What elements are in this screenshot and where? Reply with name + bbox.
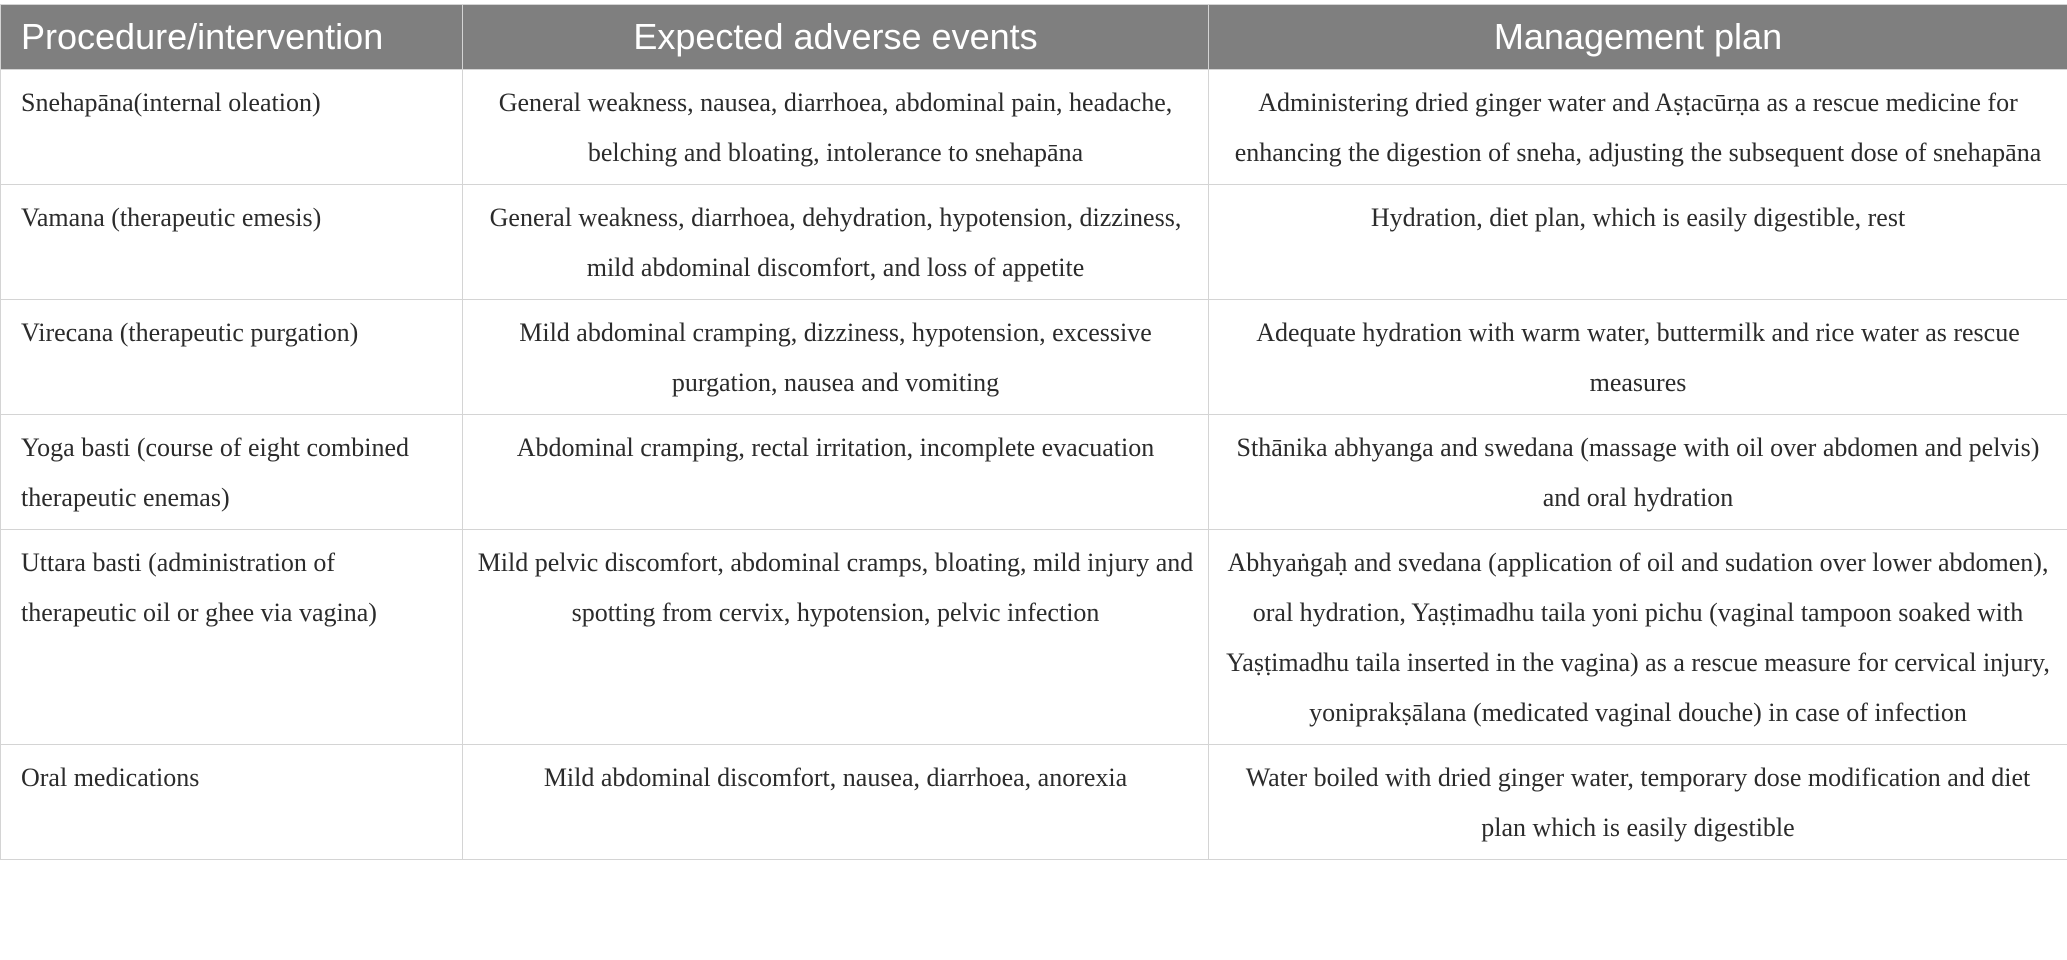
header-row [1, 5, 2067, 70]
cell-adverse-events: General weakness, diarrhoea, dehydration, hypotension, dizziness, mild abdominal discomfort, and loss of appetite [463, 185, 1209, 300]
table-row [1, 745, 2067, 860]
cell-procedure: Vamana (therapeutic emesis) [1, 185, 463, 300]
cell-management-plan: Administering dried ginger water and Aṣṭacūrṇa as a rescue medicine for enhancing the digestion of sneha, adjusting the subsequent dose of snehapāna [1209, 70, 2067, 185]
cell-adverse-events: Abdominal cramping, rectal irritation, incomplete evacuation [463, 415, 1209, 530]
adverse-events-table [0, 4, 2067, 860]
table-row [1, 70, 2067, 185]
header-adverse-events: Expected adverse events [463, 5, 1209, 70]
cell-adverse-events: Mild pelvic discomfort, abdominal cramps, bloating, mild injury and spotting from cervix, hypotension, pelvic infection [463, 530, 1209, 745]
cell-adverse-events: Mild abdominal discomfort, nausea, diarrhoea, anorexia [463, 745, 1209, 860]
cell-procedure: Snehapāna(internal oleation) [1, 70, 463, 185]
cell-management-plan: Hydration, diet plan, which is easily digestible, rest [1209, 185, 2067, 300]
cell-adverse-events: Mild abdominal cramping, dizziness, hypotension, excessive purgation, nausea and vomiting [463, 300, 1209, 415]
cell-procedure: Oral medications [1, 745, 463, 860]
cell-management-plan: Abhyaṅgaḥ and svedana (application of oil and sudation over lower abdomen), oral hydration, Yaṣṭimadhu taila yoni pichu (vaginal tampoon soaked with Yaṣṭimadhu taila inserted in the vagina) as a rescue measure for cervical injury, yoniprakṣālana (medicated vaginal douche) in case of infection [1209, 530, 2067, 745]
cell-management-plan: Water boiled with dried ginger water, temporary dose modification and diet plan which is easily digestible [1209, 745, 2067, 860]
cell-procedure: Virecana (therapeutic purgation) [1, 300, 463, 415]
cell-management-plan: Adequate hydration with warm water, buttermilk and rice water as rescue measures [1209, 300, 2067, 415]
cell-procedure: Uttara basti (administration of therapeutic oil or ghee via vagina) [1, 530, 463, 745]
table-row [1, 185, 2067, 300]
header-management-plan: Management plan [1209, 5, 2067, 70]
cell-adverse-events: General weakness, nausea, diarrhoea, abdominal pain, headache, belching and bloating, intolerance to snehapāna [463, 70, 1209, 185]
cell-procedure: Yoga basti (course of eight combined therapeutic enemas) [1, 415, 463, 530]
cell-management-plan: Sthānika abhyanga and swedana (massage with oil over abdomen and pelvis) and oral hydration [1209, 415, 2067, 530]
table-row [1, 415, 2067, 530]
header-procedure: Procedure/intervention [1, 5, 463, 70]
table-row [1, 300, 2067, 415]
table-row [1, 530, 2067, 745]
